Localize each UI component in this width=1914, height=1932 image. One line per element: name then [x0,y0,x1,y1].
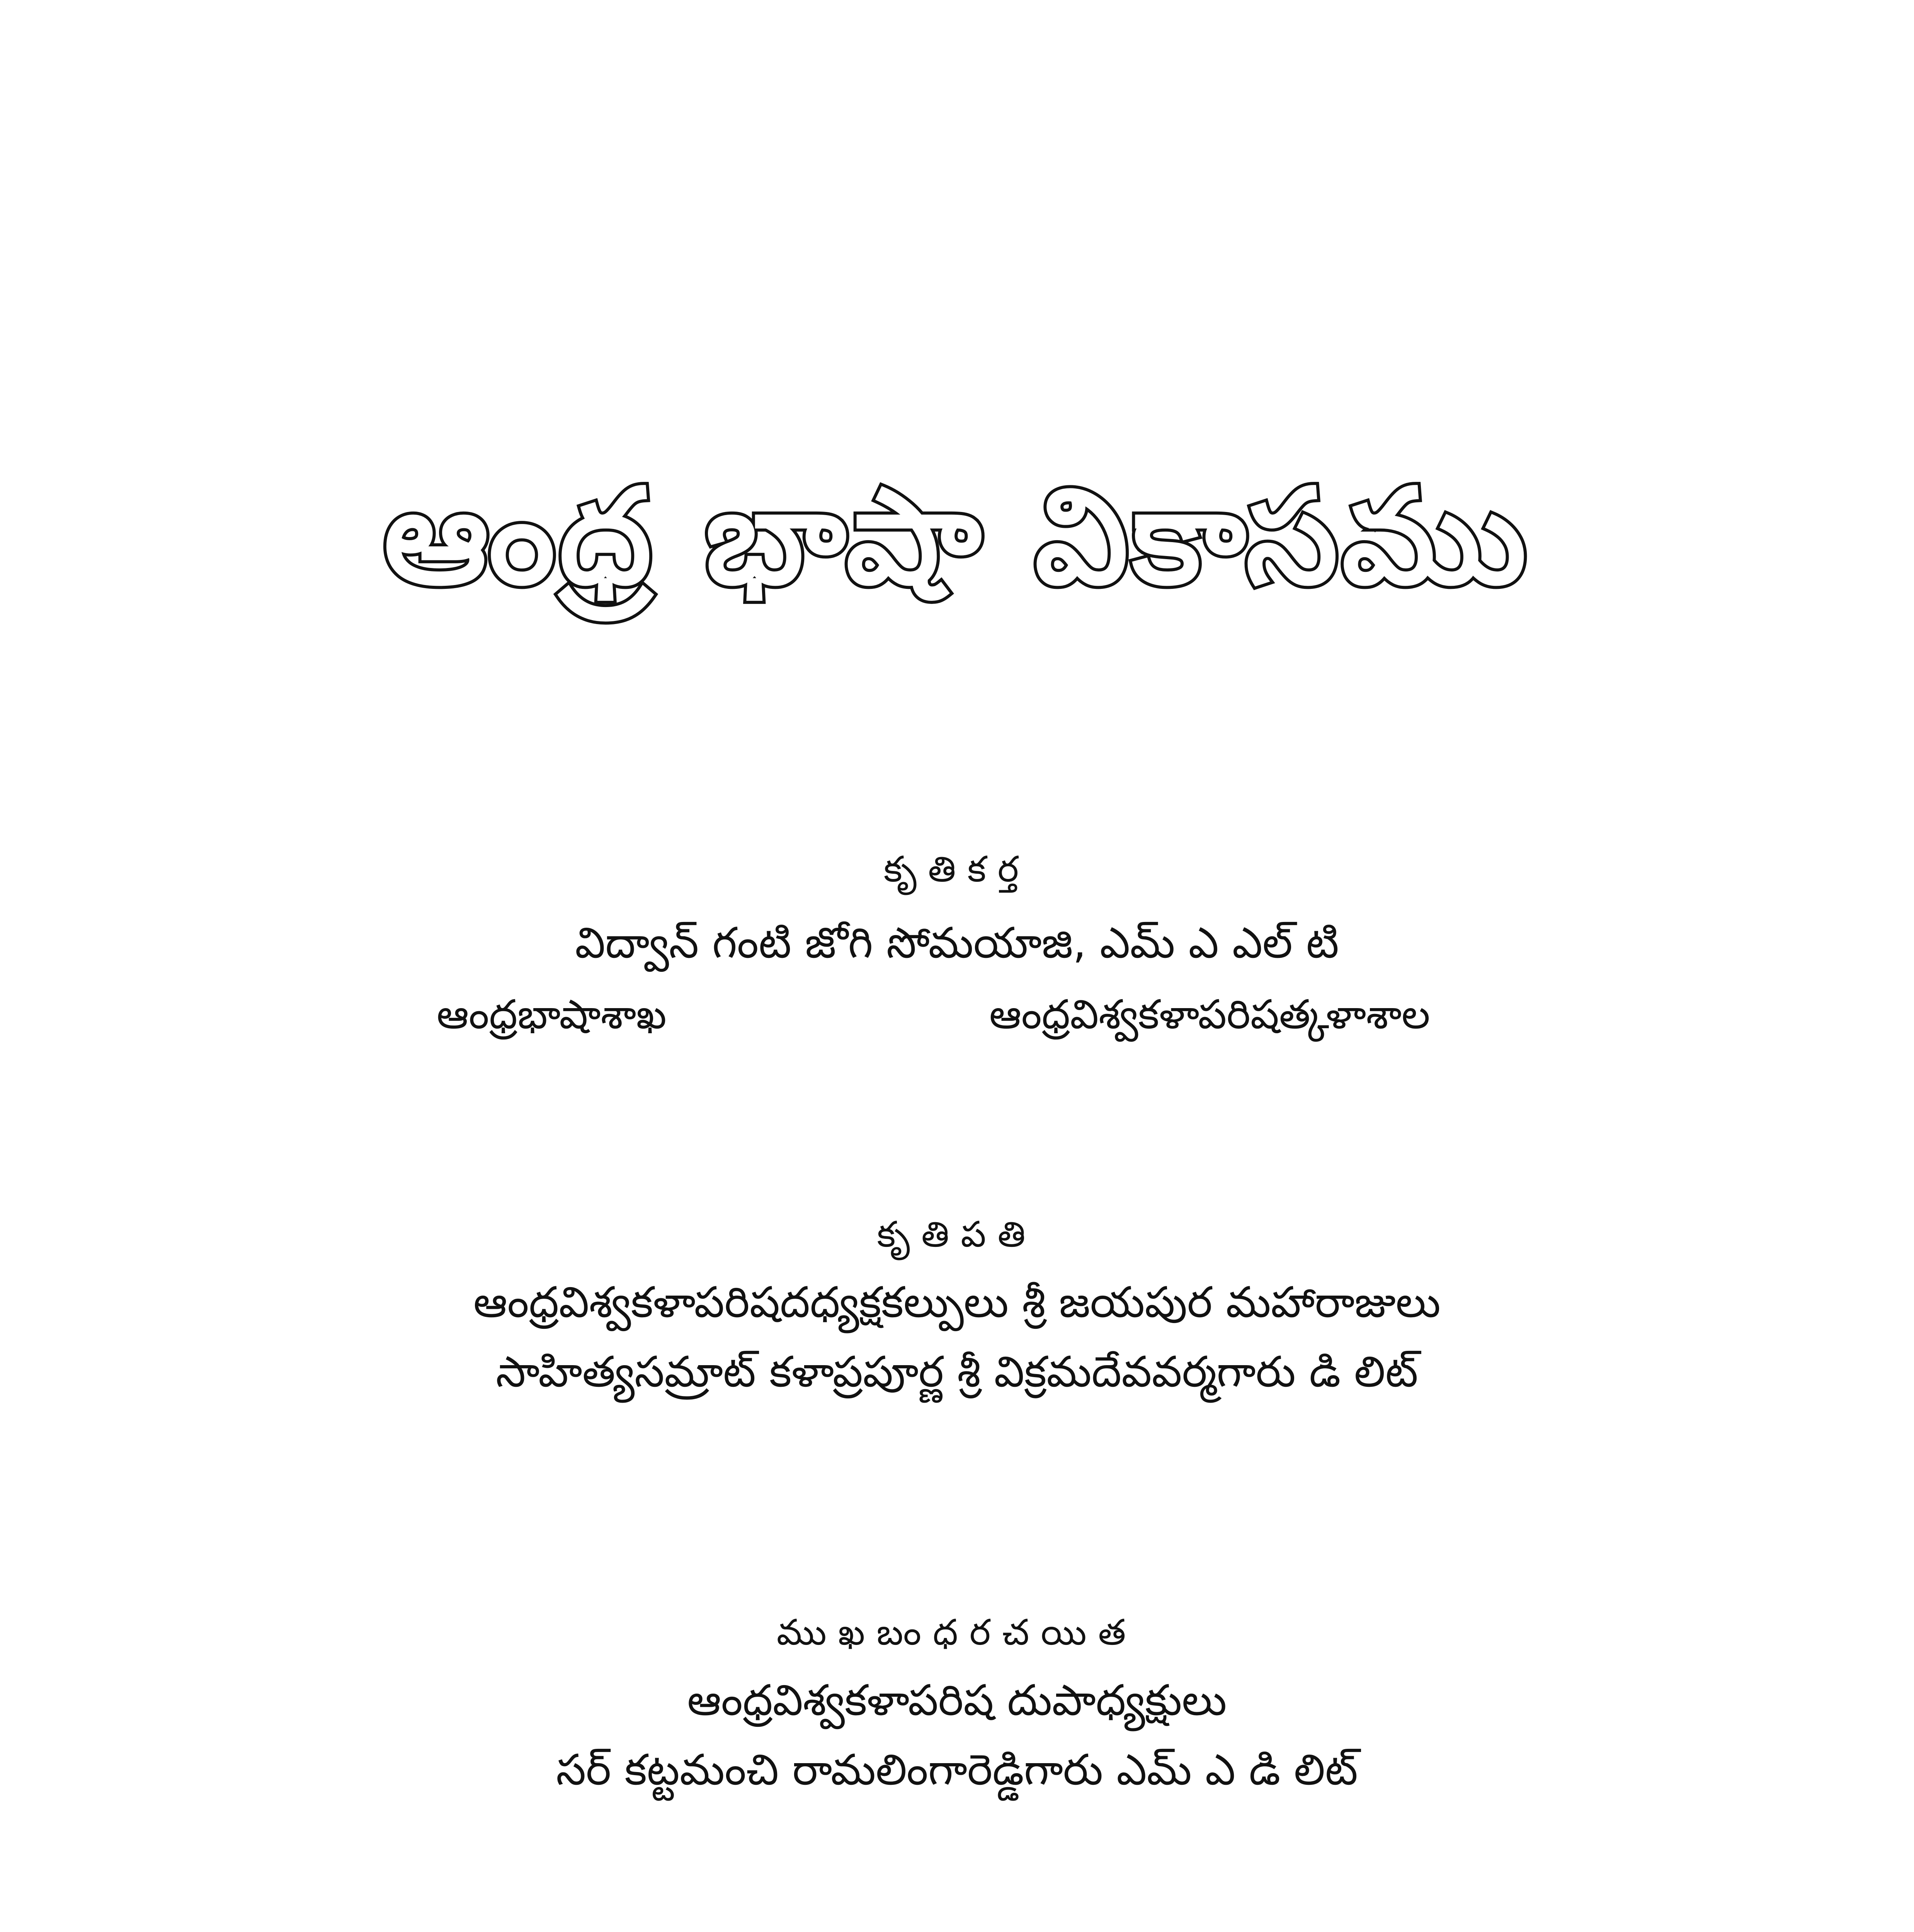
patron-label: కృతిపతి [877,1214,1037,1255]
foreword-line-2: సర్ కట్టమంచి రామలింగారెడ్డిగారు ఎమ్ ఎ డి లిట్ [556,1745,1358,1794]
foreword-label: ముఖబంధరచయిత [776,1612,1138,1653]
author-name: విద్వాన్ గంటి జోగి సోమయాజి, ఎమ్ ఎ ఎల్ టి [575,918,1339,968]
foreword-line-1: ఆంధ్రవిశ్వకళాపరిష దుపాధ్యక్షులు [687,1675,1227,1725]
patron-line-2: సాహిత్యసమ్రాట్ కళాప్రపూర్ణ శ్రీ విక్రమదేవవర్మగారు డి లిట్ [496,1347,1418,1396]
author-department: ఆంధ్రభాషాశాఖ [437,991,667,1038]
author-label: కృతికర్త [883,849,1031,890]
author-college: ఆంధ్రవిశ్వకళాపరిషత్కళాశాల [989,991,1430,1038]
book-title: ఆంధ్ర భాషా వికాసము [384,461,1530,614]
patron-line-1: ఆంధ్రవిశ్వకళాపరిషదధ్యక్షకల్పులు శ్రీ జయపుర మహారాజులు [473,1277,1441,1327]
